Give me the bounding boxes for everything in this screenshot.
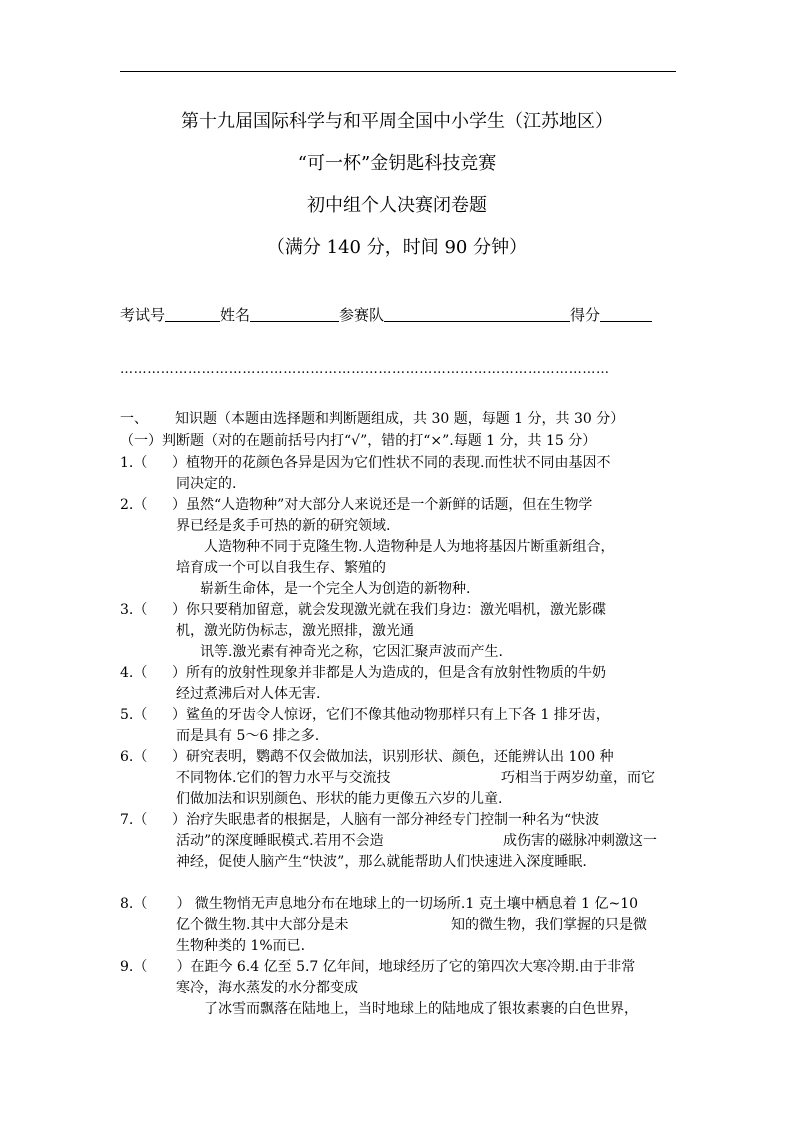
question-line: 而是具有 5～6 排之多.	[176, 728, 320, 744]
question-line: 们做加法和识别颜色、形状的能力更像五六岁的儿童.	[176, 791, 503, 807]
question-line: 生物种类的 1%而已.	[176, 938, 306, 954]
dotted-separator: ………………………………………………………………………………………………	[120, 362, 610, 377]
question-line: 神经，促使人脑产生“快波”，那么就能帮助人们快速进入深度睡眠.	[176, 854, 587, 870]
score-blank[interactable]	[600, 306, 652, 322]
question-line: 讯等.激光素有神奇光之称，它因汇聚声波而产生.	[200, 644, 503, 660]
exam-no-label: 考试号	[120, 306, 166, 324]
exam-no-blank[interactable]	[165, 306, 220, 322]
question-text: ）你只要稍加留意，就会发现激光就在我们身边：激光唱机，激光影碟	[172, 602, 606, 618]
question-line: 巧相当于两岁幼童，而它	[501, 770, 655, 786]
question-7	[120, 809, 599, 829]
question-9	[120, 956, 635, 976]
question-text: ）在距今 6.4 亿至 5.7 亿年间，地球经历了它的第四次大寒冷期.由于非常	[172, 959, 636, 975]
question-number: 8.（	[120, 896, 148, 912]
question-number: 3.（	[120, 602, 148, 618]
question-line: 活动”的深度睡眠模式.若用不会造	[176, 833, 384, 849]
question-line: 崭新生命体，是一个完全人为创造的新物种.	[200, 581, 471, 597]
question-line: 亿个微生物.其中大部分是未	[176, 917, 349, 933]
title-line-3: 初中组个人决赛闭卷题	[307, 195, 487, 216]
question-number: 2.（	[120, 497, 148, 513]
name-blank[interactable]	[250, 306, 339, 322]
question-8	[120, 893, 638, 913]
question-text: ） 微生物悄无声息地分布在地球上的一切场所.1 克土壤中栖息着 1 亿~10	[172, 896, 639, 912]
question-line: 同决定的.	[176, 476, 237, 492]
question-text: ）所有的放射性现象并非都是人为造成的，但是含有放射性物质的牛奶	[172, 665, 606, 681]
question-number: 7.（	[120, 812, 148, 828]
question-line: 培育成一个可以自我生存、繁殖的	[176, 560, 386, 576]
team-blank[interactable]	[384, 306, 570, 322]
score-label: 得分	[570, 306, 601, 324]
question-number: 4.（	[120, 665, 148, 681]
question-line: 机，激光防伪标志，激光照排，激光通	[176, 623, 414, 639]
question-line: 经过煮沸后对人体无害.	[176, 686, 321, 702]
question-line: 了冰雪而飘落在陆地上，当时地球上的陆地成了银妆素裹的白色世界，	[204, 1001, 638, 1017]
question-2	[120, 494, 592, 514]
section-1-text: 知识题（本题由选择题和判断题组成，共 30 题，每题 1 分，共 30 分）	[175, 411, 625, 427]
question-line: 寒冷，海水蒸发的水分都变成	[176, 980, 358, 996]
subsection-1-heading: （一）判断题（对的在题前括号内打“√”，错的打“×”.每题 1 分，共 15 分）	[120, 433, 597, 449]
question-number: 6.（	[120, 749, 148, 765]
question-text: ）治疗失眠患者的根据是，人脑有一部分神经专门控制一种名为“快波	[172, 812, 600, 828]
title-line-4: （满分 140 分，时间 90 分钟）	[266, 237, 528, 258]
question-1	[120, 452, 610, 472]
question-line: 界已经是炙手可热的新的研究领域.	[176, 518, 391, 534]
title-line-2: “可一杯”金钥匙科技竞赛	[297, 153, 497, 174]
question-4	[120, 662, 606, 682]
section-1-heading	[120, 408, 624, 428]
section-1-number: 一、	[120, 411, 148, 427]
question-number: 1.（	[120, 455, 148, 471]
question-number: 5.（	[120, 707, 148, 723]
name-label: 姓名	[220, 306, 251, 324]
question-5	[120, 704, 610, 724]
team-label: 参赛队	[339, 306, 385, 324]
question-text: ）植物开的花颜色各异是因为它们性状不同的表现.而性状不同由基因不	[172, 455, 611, 471]
question-line: 知的微生物，我们掌握的只是微	[451, 917, 647, 933]
question-text: ）虽然“人造物种”对大部分人来说还是一个新鲜的话题，但在生物学	[172, 497, 593, 513]
title-line-1: 第十九届国际科学与和平周全国中小学生（江苏地区）	[181, 111, 613, 132]
question-text: ）研究表明，鹦鹉不仅会做加法，识别形状、颜色，还能辨认出 100 种	[172, 749, 614, 765]
question-line: 成伤害的磁脉冲刺激这一	[503, 833, 657, 849]
candidate-info-row	[120, 304, 652, 325]
question-number: 9.（	[120, 959, 148, 975]
question-6	[120, 746, 614, 766]
question-line: 不同物体.它们的智力水平与交流技	[176, 770, 391, 786]
question-3	[120, 599, 606, 619]
top-rule	[120, 71, 676, 72]
question-text: ）鲨鱼的牙齿令人惊讶，它们不像其他动物那样只有上下各 1 排牙齿，	[172, 707, 610, 723]
question-line: 人造物种不同于克隆生物.人造物种是人为地将基因片断重新组合，	[204, 539, 615, 555]
